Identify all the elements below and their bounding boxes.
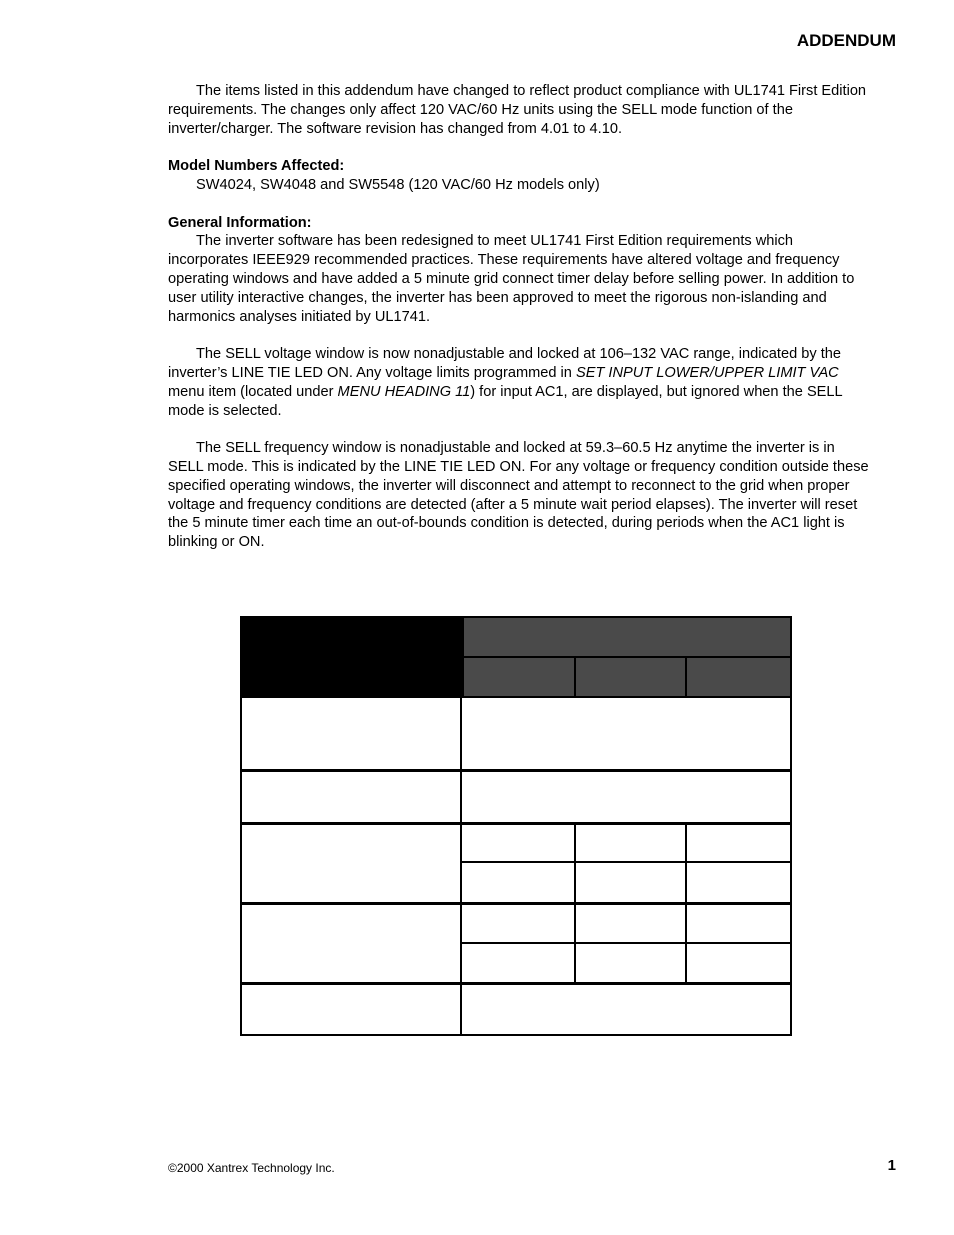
table-row-divider [240,769,792,772]
para2-text-c: ) for input AC1, are displayed, but ignored when the SELL mode is selected. [168,383,843,419]
general-heading: General Information: [168,214,312,231]
table-header-gray-top [462,616,792,658]
specs-table [240,616,792,1036]
table-subcol-divider [685,822,687,982]
table-subcol-divider [574,822,576,982]
table-row-divider [240,902,792,905]
general-paragraph-1: The inverter software has been redesigned to meet UL1741 First Edition requirements which incorporates IEEE929 recommended practices. These requirements have altered voltage and frequency operating windows and have added a 5 minute grid connect timer delay before selling power. In addition to user utility interactive changes, the inverter has been approved to meet the rigorous non-islanding and harmonics analyses initiated by UL1741. [168,233,855,325]
table-header-black [240,616,462,698]
intro-paragraph: The items listed in this addendum have changed to reflect product compliance with UL1741 First Edition requirements. The changes only affect 120 VAC/60 Hz units using the SELL mode function of the inverter/charger. The software revision has changed from 4.01 to 4.10. [168,83,867,137]
para2-menu-item: SET INPUT LOWER/UPPER LIMIT VAC [575,364,839,381]
table-header-gray-col3 [685,656,792,698]
body-text [168,82,870,552]
general-paragraph-2 [168,345,870,420]
models-heading: Model Numbers Affected: [168,158,345,175]
table-row-divider [240,982,792,985]
para2-text-a: The SELL voltage window is now nonadjustable and locked at 106–132 VAC range, indicated by the inverter’s LINE TIE LED ON. Any voltage limits programmed in [168,346,841,381]
table-row-divider [240,822,792,825]
para2-text-b: menu item (located under [168,383,338,400]
page-header: ADDENDUM [796,31,896,50]
footer-copyright: ©2000 Xantrex Technology Inc. [168,1161,335,1175]
general-paragraph-3: The SELL frequency window is nonadjustable and locked at 59.3–60.5 Hz anytime the inverter is in SELL mode. This is indicated by the LINE TIE LED ON. For any voltage or frequency condition outside these specified operating windows, the inverter will disconnect and attempt to reconnect to the grid when proper voltage and frequency conditions are detected (after a 5 minute wait period elapses). The inverter will reset the 5 minute timer each time an out-of-bounds condition is detected, during periods when the AC1 light is blinking or ON. [168,440,869,551]
para2-menu-heading: MENU HEADING 11 [337,383,471,400]
table-subrow-divider [462,942,792,944]
models-list: SW4024, SW4048 and SW5548 (120 VAC/60 Hz models only) [196,176,600,193]
table-header-gray-col1 [462,656,576,698]
page-number: 1 [887,1157,896,1174]
table-subrow-divider [462,861,792,863]
table-col-divider [460,698,462,1036]
table-header-gray-col2 [574,656,687,698]
table-body-frame [240,698,792,1036]
